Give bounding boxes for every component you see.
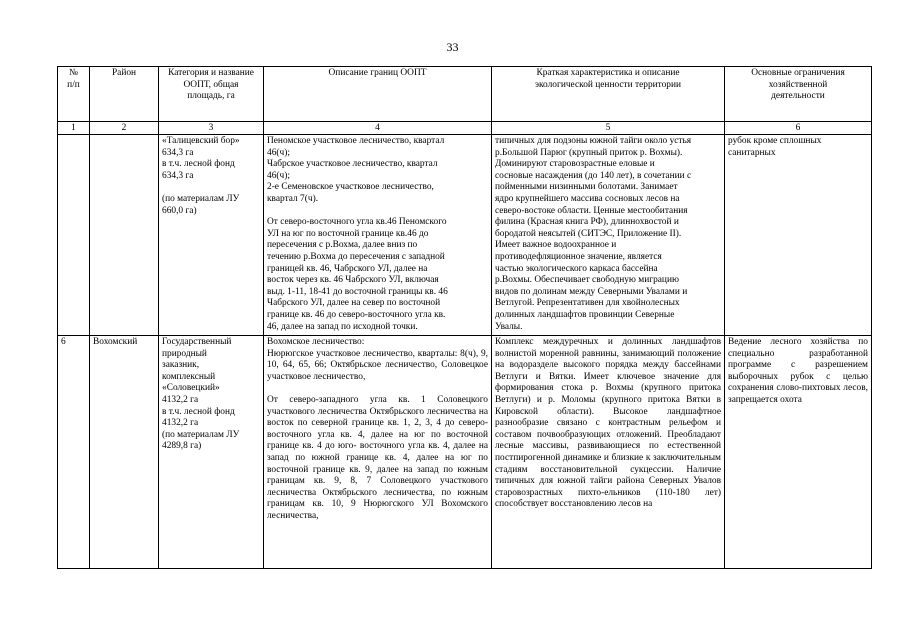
column-number: 3	[159, 122, 264, 135]
row-category: Государственный природный заказник, комплексный «Соловецкий» 4132,2 га в т.ч. лесной фонд 4132,2 га (по материалам ЛУ 4289,8 га)	[159, 336, 264, 569]
header-district: Район	[90, 67, 159, 122]
column-number: 1	[58, 122, 90, 135]
row-characteristics: типичных для подзоны южной тайги около устья р.Большой Парюг (крупный приток р. Вохмы). Доминируют старовозрастные еловые и сосновые насаждения (до 140 лет), в сочетании с пойменными низинными болотами. Занимает ядро крупнейшего массива сосновых лесов на северо-востоке области. Ценные местообитания филина (Красная книга РФ), длиннохвостой и бородатой неясытей (СИТЭС, Приложение II). Имеет важное водоохранное и противодефляционное значение, является частью экологического каркаса бассейна р.Вохмы. Обеспечивает свободную миграцию видов по долинам между Северными Увалами и Ветлугой. Репрезентативен для хвойнолесных долинных ландшафтов провинции Северные Увалы.	[492, 135, 725, 336]
header-restrictions: Основные ограничения хозяйственной деятельности	[725, 67, 872, 122]
row-district: Вохомский	[90, 336, 159, 569]
row-restrictions: рубок кроме сплошных санитарных	[725, 135, 872, 336]
table-row	[58, 336, 872, 569]
page-number: 33	[446, 40, 459, 54]
column-number: 5	[492, 122, 725, 135]
row-category: «Талицевский бор» 634,3 га в т.ч. лесной фонд 634,3 га (по материалам ЛУ 660,0 га)	[159, 135, 264, 336]
column-number: 2	[90, 122, 159, 135]
column-numbers-row	[58, 122, 872, 135]
row-characteristics: Комплекс междуречных и долинных ландшафтов волнистой моренной равнины, занимающий положение на водоразделе высокого порядка между бассейнами Ветлуги и Вятки. Имеет ключевое значение для формирования стока р. Вохмы (крупного притока Ветлуги) и р. Моломы (крупного притока Вятки в Кировской области). Высокое ландшафтное разнообразие связано с контрастным рельефом и составом почвообразующих отложений. Преобладают лесные массивы, развивающиеся по естественной постпирогенной динамике и близкие к заключительным стадиям восстановительной сукцессии. Наличие типичных для южной тайги района Северных Увалов старовозрастных пихто-ельников (110-180 лет) способствует восстановлению лесов на	[492, 336, 725, 569]
table-header-row	[58, 67, 872, 122]
table-row	[58, 135, 872, 336]
header-number: № п/п	[58, 67, 90, 122]
header-borders: Описание границ ООПТ	[264, 67, 492, 122]
row-restrictions: Ведение лесного хозяйства по специально разработанной программе с разрешением выборочных рубок с целью сохранения слово-пихтовых лесов, запрещается охота	[725, 336, 872, 569]
row-district	[90, 135, 159, 336]
row-number: 6	[58, 336, 90, 569]
header-category: Категория и название ООПТ, общая площадь, га	[159, 67, 264, 122]
header-characteristics: Краткая характеристика и описание экологической ценности территории	[492, 67, 725, 122]
row-borders: Пеномское участковое лесничество, квартал 46(ч); Чабрское участковое лесничество, квартал 46(ч); 2-е Семеновское участковое лесничество, квартал 7(ч). От северо-восточного угла кв.46 Пеномского УЛ на юг по восточной границе кв.46 до пересечения с р.Вохма, далее вниз по течению р.Вохма до пересечения с западной границей кв. 46, Чабрского УЛ, далее на восток через кв. 46 Чабрского УЛ, включая выд. 1-11, 18-41 до восточной границы кв. 46 Чабрского УЛ, далее на север по восточной границе кв. 46 до северо-восточного угла кв. 46, далее на запад по исходной точки.	[264, 135, 492, 336]
row-borders: Вохомское лесничество: Нюрюгское участковое лесничество, кварталы: 8(ч), 9, 10, 64, 65, 66; Октябрьское лесничество, Соловецкое участковое лесничество, От северо-западного угла кв. 1 Соловецкого участкового лесничества Октябрьского лесничества на восток по северной границе кв. 1, 2, 3, 4 до северо- восточного угла кв. 4, далее на юг по восточной границе кв. 4 до юго- восточного угла кв. 4, далее на запад по южной границе кв. 4, далее на юг по восточной границе кв. 9, далее на запад по южным границам кв. 9, 8, 7 Соловецкого участкового лесничества Октябрьского лесничества, по южным границам кв. 10, 9 Нюрюгского УЛ Вохомского лесничества,	[264, 336, 492, 569]
protected-areas-table	[57, 66, 872, 569]
row-number	[58, 135, 90, 336]
column-number: 4	[264, 122, 492, 135]
column-number: 6	[725, 122, 872, 135]
